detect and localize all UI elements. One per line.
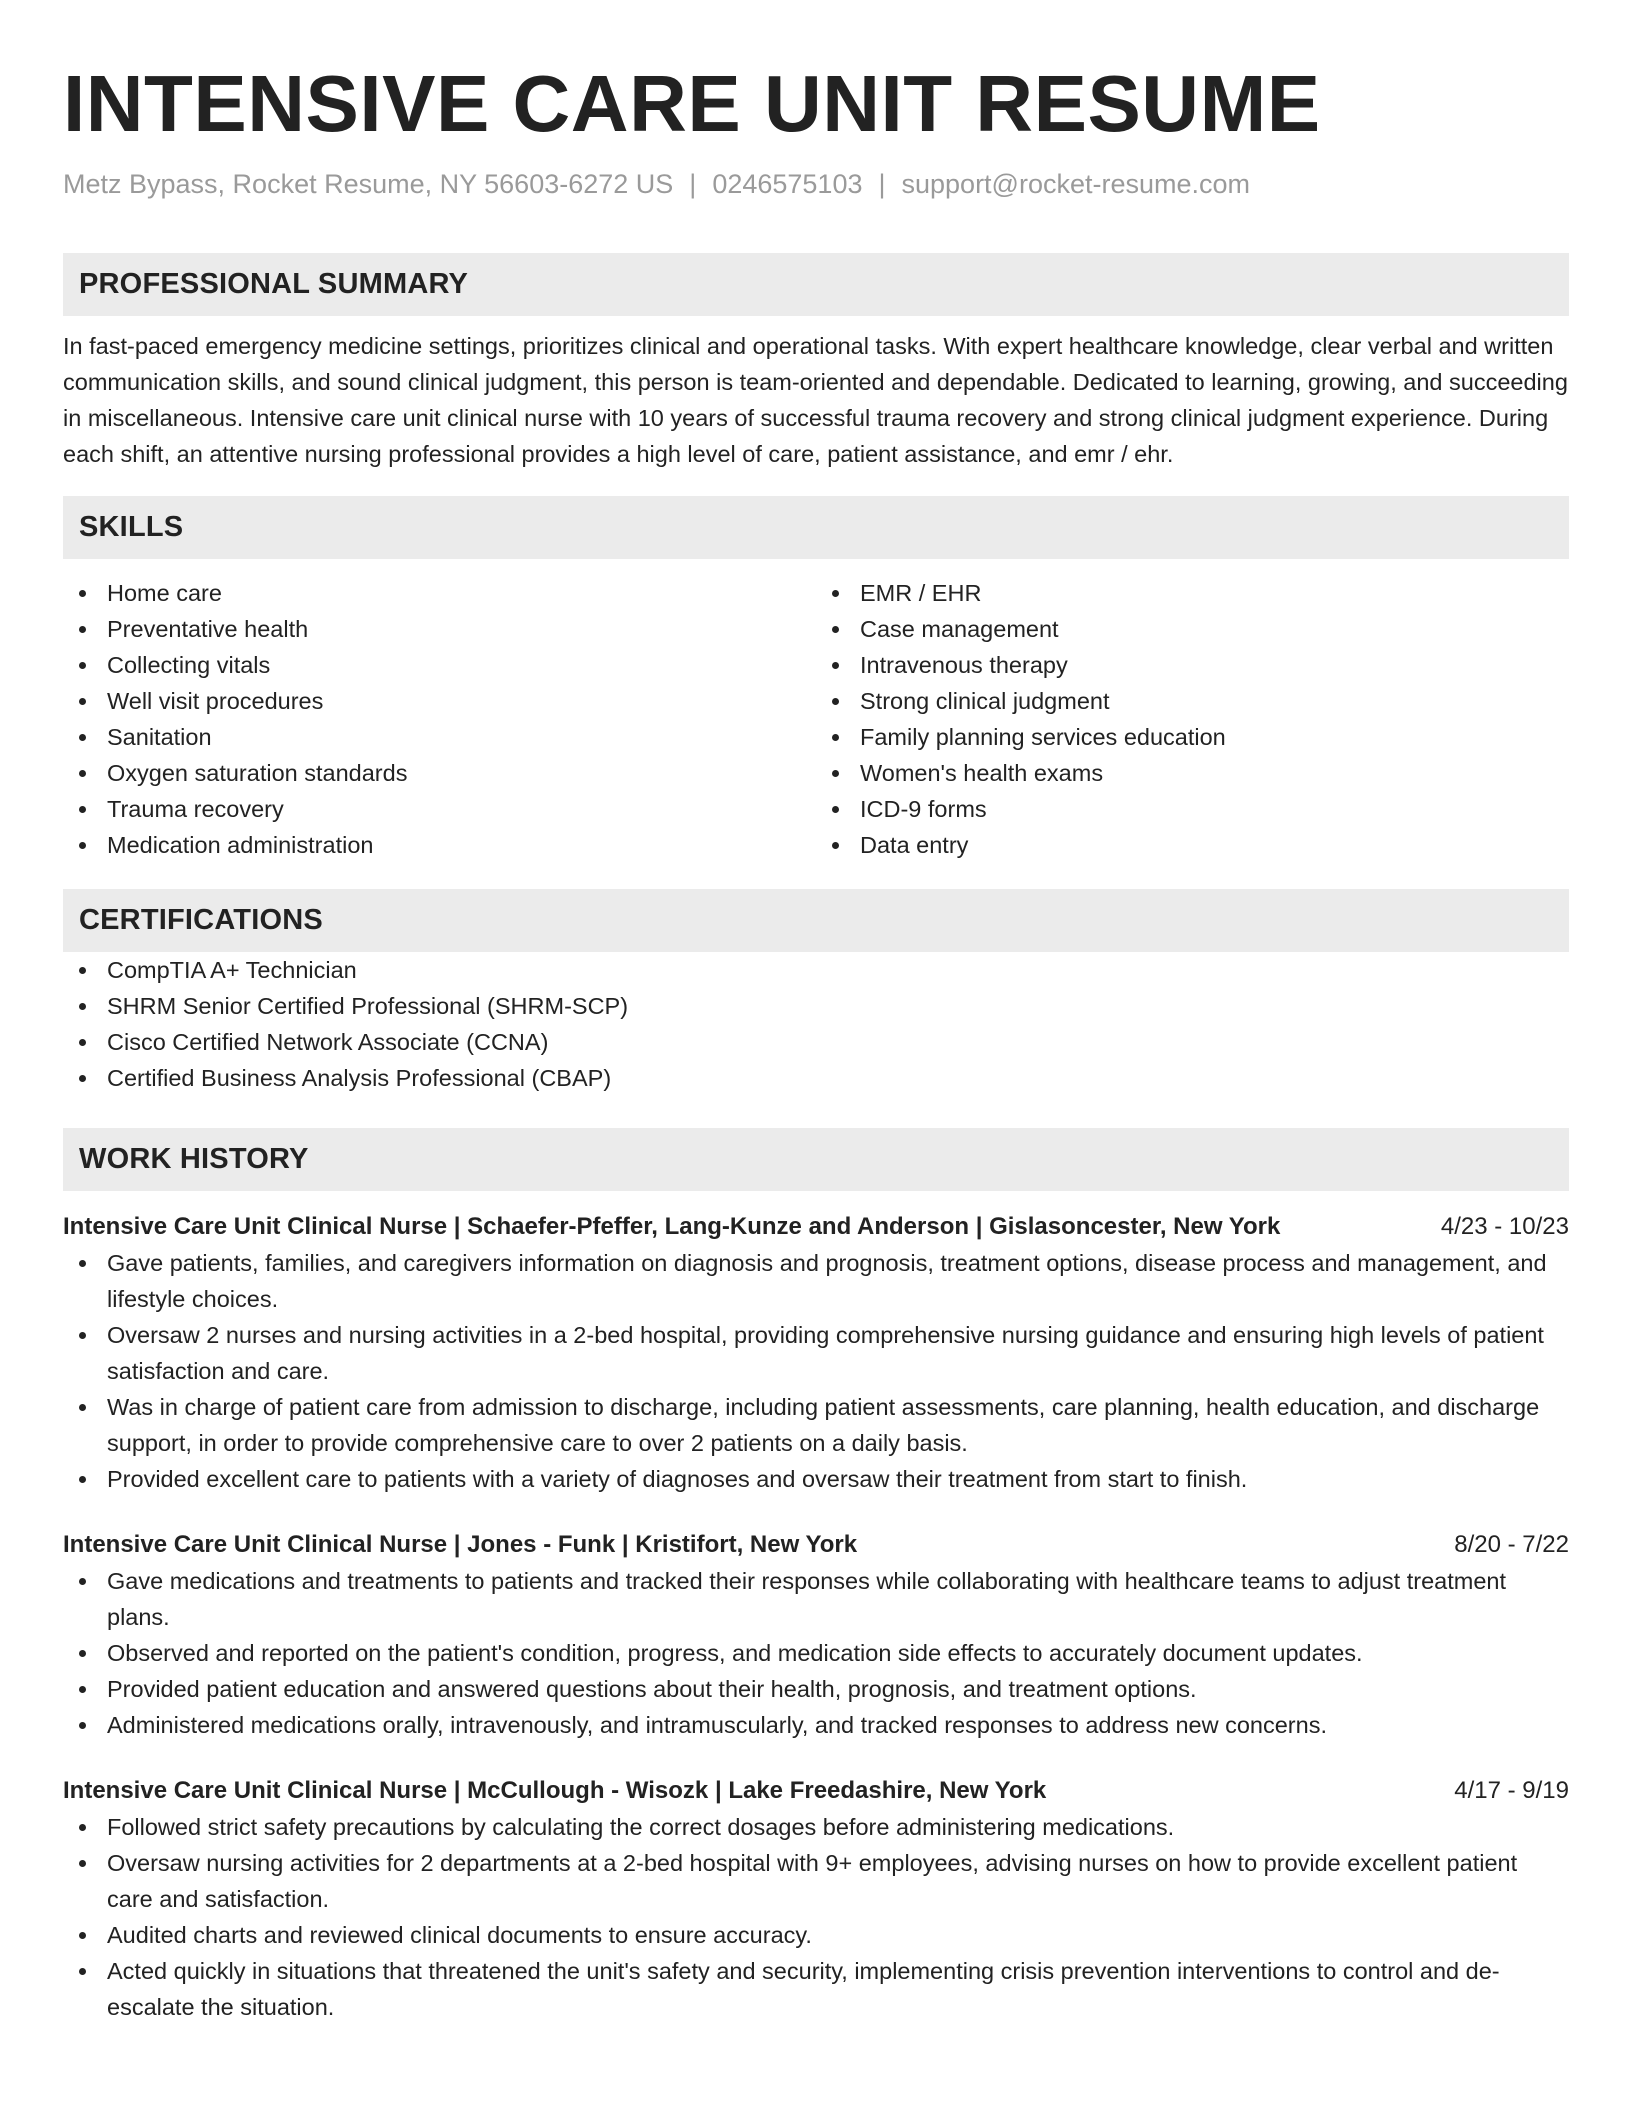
skill-item bbox=[63, 611, 816, 647]
job-title-line: Intensive Care Unit Clinical Nurse | Jones - Funk | Kristifort, New York bbox=[63, 1531, 858, 1558]
job-bullet-item bbox=[63, 1917, 1569, 1953]
job-bullet-item bbox=[63, 1563, 1569, 1635]
bullet-dot bbox=[79, 1686, 86, 1693]
bullet-dot bbox=[832, 662, 839, 669]
skill-item bbox=[63, 791, 816, 827]
contact-address: Metz Bypass, Rocket Resume, NY 56603-6272 US bbox=[63, 169, 674, 199]
job-bullet-text: Followed strict safety precautions by calculating the correct dosages before administering medications. bbox=[107, 1814, 1175, 1840]
skill-label: Case management bbox=[860, 616, 1059, 642]
skill-label: Home care bbox=[107, 580, 222, 606]
bullet-dot bbox=[79, 842, 86, 849]
summary-text: In fast-paced emergency medicine settings, prioritizes clinical and operational tasks. With expert healthcare knowledge, clear verbal and written communication skills, and sound clinical judgment, this person is team-oriented and dependable. Dedicated to learning, growing, and succeeding in miscellaneous. Intensive care unit clinical nurse with 10 years of successful trauma recovery and strong clinical judgment experience. During each shift, an attentive nursing professional provides a high level of care, patient assistance, and emr / ehr. bbox=[63, 333, 1568, 467]
bullet-dot bbox=[79, 1968, 86, 1975]
work-history-heading: WORK HISTORY bbox=[63, 1128, 1569, 1191]
skill-label: EMR / EHR bbox=[860, 580, 982, 606]
contact-separator: | bbox=[689, 169, 697, 199]
bullet-dot bbox=[832, 734, 839, 741]
job-bullet-item bbox=[63, 1809, 1569, 1845]
skill-label: Family planning services education bbox=[860, 724, 1226, 750]
skill-label: Preventative health bbox=[107, 616, 309, 642]
certifications-list bbox=[63, 952, 1569, 1096]
job-bullets bbox=[63, 1809, 1569, 2025]
job-title-line: Intensive Care Unit Clinical Nurse | McCullough - Wisozk | Lake Freedashire, New York bbox=[63, 1777, 1047, 1804]
contact-line bbox=[63, 168, 1569, 200]
job-bullet-item bbox=[63, 1389, 1569, 1461]
job-bullet-item bbox=[63, 1707, 1569, 1743]
bullet-dot bbox=[79, 662, 86, 669]
skills-column-right bbox=[816, 575, 1569, 863]
skill-item bbox=[816, 791, 1569, 827]
resume-title: INTENSIVE CARE UNIT RESUME bbox=[63, 59, 1321, 148]
bullet-dot bbox=[79, 1578, 86, 1585]
bullet-dot bbox=[79, 1404, 86, 1411]
job-bullets bbox=[63, 1563, 1569, 1743]
bullet-dot bbox=[79, 770, 86, 777]
job-entry bbox=[63, 1527, 1569, 1743]
job-bullet-text: Observed and reported on the patient's condition, progress, and medication side effects to accurately document updates. bbox=[107, 1640, 1363, 1666]
bullet-dot bbox=[832, 770, 839, 777]
bullet-dot bbox=[79, 1824, 86, 1831]
contact-separator: | bbox=[878, 169, 886, 199]
skill-item bbox=[816, 575, 1569, 611]
skill-label: Women's health exams bbox=[860, 760, 1104, 786]
job-bullet-text: Oversaw nursing activities for 2 departments at a 2-bed hospital with 9+ employees, advising nurses on how to provide excellent patient care and satisfaction. bbox=[107, 1850, 1518, 1912]
job-bullet-text: Provided patient education and answered questions about their health, prognosis, and treatment options. bbox=[107, 1676, 1197, 1702]
bullet-dot bbox=[79, 734, 86, 741]
certifications-heading: CERTIFICATIONS bbox=[63, 889, 1569, 952]
job-bullet-text: Administered medications orally, intravenously, and intramuscularly, and tracked responses to address new concerns. bbox=[107, 1712, 1327, 1738]
certification-label: CompTIA A+ Technician bbox=[107, 957, 357, 983]
job-header bbox=[63, 1209, 1569, 1245]
certification-label: Cisco Certified Network Associate (CCNA) bbox=[107, 1029, 549, 1055]
contact-phone: 0246575103 bbox=[712, 169, 863, 199]
skills-list-left bbox=[63, 575, 816, 863]
certification-label: Certified Business Analysis Professional (CBAP) bbox=[107, 1065, 612, 1091]
bullet-dot bbox=[832, 698, 839, 705]
skill-item bbox=[63, 647, 816, 683]
skill-label: Sanitation bbox=[107, 724, 212, 750]
bullet-dot bbox=[79, 1260, 86, 1267]
job-bullet-text: Audited charts and reviewed clinical documents to ensure accuracy. bbox=[107, 1922, 812, 1948]
skill-item bbox=[63, 755, 816, 791]
job-bullet-item bbox=[63, 1953, 1569, 2025]
bullet-dot bbox=[79, 967, 86, 974]
bullet-dot bbox=[79, 698, 86, 705]
skill-label: Data entry bbox=[860, 832, 969, 858]
bullet-dot bbox=[79, 1476, 86, 1483]
skill-label: Strong clinical judgment bbox=[860, 688, 1110, 714]
job-bullet-item bbox=[63, 1671, 1569, 1707]
job-bullet-text: Gave patients, families, and caregivers information on diagnosis and prognosis, treatment options, disease process and management, and lifestyle choices. bbox=[107, 1250, 1547, 1312]
job-dates: 4/17 - 9/19 bbox=[1454, 1777, 1569, 1804]
summary-heading: PROFESSIONAL SUMMARY bbox=[63, 253, 1569, 316]
skills-list-right bbox=[816, 575, 1569, 863]
bullet-dot bbox=[79, 1003, 86, 1010]
skills-heading: SKILLS bbox=[63, 496, 1569, 559]
job-bullet-item bbox=[63, 1845, 1569, 1917]
job-title-line: Intensive Care Unit Clinical Nurse | Schaefer-Pfeffer, Lang-Kunze and Anderson | Gislasoncester, New York bbox=[63, 1213, 1281, 1240]
bullet-dot bbox=[79, 1932, 86, 1939]
skill-label: Oxygen saturation standards bbox=[107, 760, 408, 786]
certification-item bbox=[63, 952, 1569, 988]
job-dates: 8/20 - 7/22 bbox=[1454, 1531, 1569, 1558]
bullet-dot bbox=[832, 806, 839, 813]
bullet-dot bbox=[79, 590, 86, 597]
skill-item bbox=[816, 683, 1569, 719]
skill-item bbox=[816, 827, 1569, 863]
skill-label: Trauma recovery bbox=[107, 796, 284, 822]
skill-label: Intravenous therapy bbox=[860, 652, 1068, 678]
job-dates: 4/23 - 10/23 bbox=[1440, 1213, 1569, 1240]
bullet-dot bbox=[832, 626, 839, 633]
skill-label: Medication administration bbox=[107, 832, 374, 858]
job-bullet-text: Provided excellent care to patients with a variety of diagnoses and oversaw their treatment from start to finish. bbox=[107, 1466, 1248, 1492]
bullet-dot bbox=[79, 1039, 86, 1046]
skill-item bbox=[63, 827, 816, 863]
certification-item bbox=[63, 988, 1569, 1024]
skill-item bbox=[816, 755, 1569, 791]
skill-item bbox=[816, 719, 1569, 755]
bullet-dot bbox=[79, 1860, 86, 1867]
job-bullet-text: Oversaw 2 nurses and nursing activities in a 2-bed hospital, providing comprehensive nursing guidance and ensuring high levels of patient satisfaction and care. bbox=[107, 1322, 1544, 1384]
job-entry bbox=[63, 1209, 1569, 1497]
skills-grid bbox=[63, 575, 1569, 863]
skill-label: Collecting vitals bbox=[107, 652, 271, 678]
certification-label: SHRM Senior Certified Professional (SHRM-SCP) bbox=[107, 993, 629, 1019]
job-bullet-item bbox=[63, 1461, 1569, 1497]
skill-item bbox=[816, 611, 1569, 647]
job-bullet-text: Acted quickly in situations that threatened the unit's safety and security, implementing crisis prevention interventions to control and de-escalate the situation. bbox=[107, 1958, 1500, 2020]
skill-label: Well visit procedures bbox=[107, 688, 324, 714]
skills-column-left bbox=[63, 575, 816, 863]
job-bullet-text: Was in charge of patient care from admission to discharge, including patient assessments, care planning, health education, and discharge support, in order to provide comprehensive care to over 2 patients on a daily basis. bbox=[107, 1394, 1540, 1456]
skill-item bbox=[63, 575, 816, 611]
job-bullet-text: Gave medications and treatments to patients and tracked their responses while collaborating with healthcare teams to adjust treatment plans. bbox=[107, 1568, 1507, 1630]
skill-item bbox=[816, 647, 1569, 683]
bullet-dot bbox=[79, 626, 86, 633]
job-bullet-item bbox=[63, 1317, 1569, 1389]
skill-item bbox=[63, 719, 816, 755]
certification-item bbox=[63, 1060, 1569, 1096]
bullet-dot bbox=[79, 806, 86, 813]
job-bullet-item bbox=[63, 1245, 1569, 1317]
bullet-dot bbox=[79, 1075, 86, 1082]
job-bullet-item bbox=[63, 1635, 1569, 1671]
job-header bbox=[63, 1773, 1569, 1809]
skill-label: ICD-9 forms bbox=[860, 796, 987, 822]
job-header bbox=[63, 1527, 1569, 1563]
bullet-dot bbox=[79, 1722, 86, 1729]
bullet-dot bbox=[832, 842, 839, 849]
bullet-dot bbox=[79, 1650, 86, 1657]
job-entry bbox=[63, 1773, 1569, 2025]
certification-item bbox=[63, 1024, 1569, 1060]
job-bullets bbox=[63, 1245, 1569, 1497]
bullet-dot bbox=[832, 590, 839, 597]
bullet-dot bbox=[79, 1332, 86, 1339]
contact-email: support@rocket-resume.com bbox=[901, 169, 1251, 199]
skill-item bbox=[63, 683, 816, 719]
